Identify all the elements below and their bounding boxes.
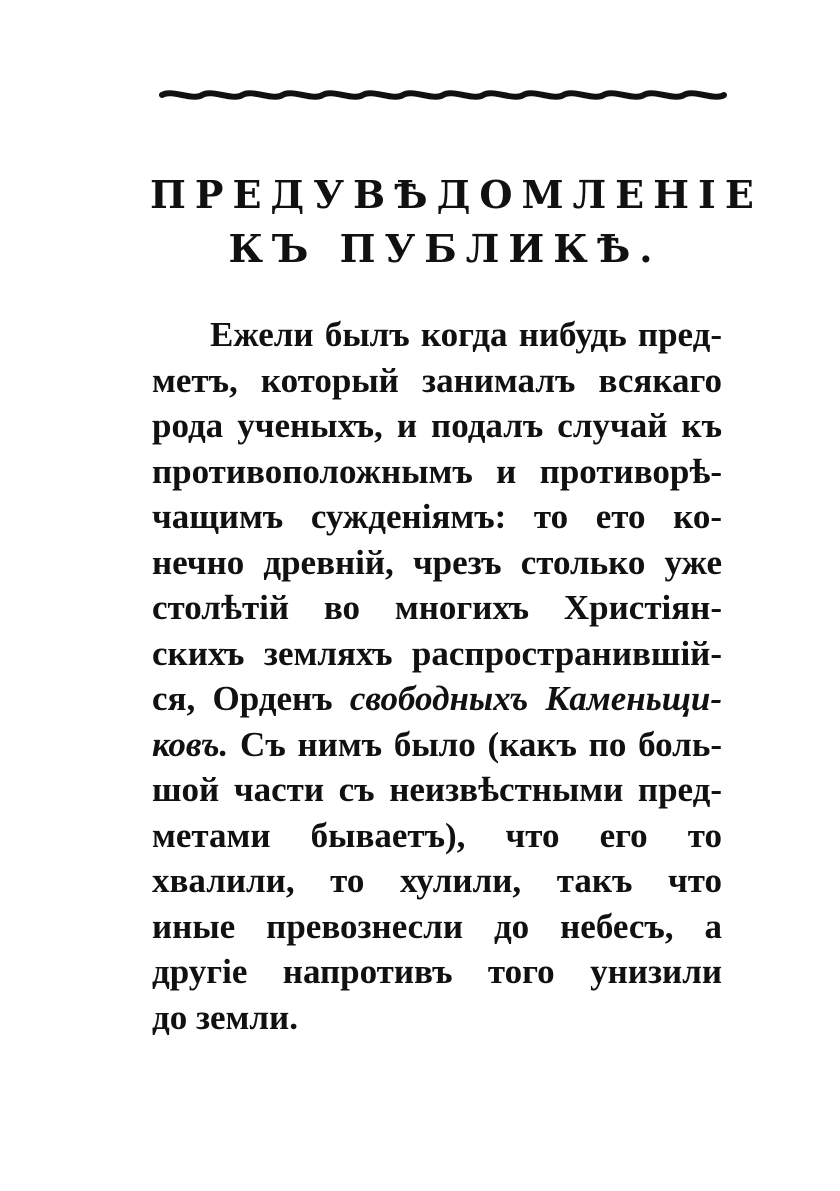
body-line: шой части съ неизвѣстными пред- bbox=[152, 770, 722, 809]
body-line: Ежели былъ когда нибудь пред- bbox=[210, 315, 722, 354]
body-line: хвалили, то хулили, такъ что bbox=[152, 861, 722, 900]
body-line bbox=[152, 722, 722, 768]
heading-line-1: ПРЕДУВѢДОМЛЕНІЕ bbox=[150, 172, 763, 217]
body-line: противоположнымъ и противорѣ- bbox=[152, 451, 722, 491]
body-line: нечно древній, чрезъ столько уже bbox=[152, 542, 722, 582]
italic-term: свободныхъ Каменьщи- bbox=[349, 679, 722, 718]
body-line: чащимъ сужденіямъ: то ето ко- bbox=[152, 497, 722, 536]
wavy-rule-ornament bbox=[158, 80, 728, 110]
body-line: скихъ земляхъ распространившій- bbox=[152, 633, 722, 673]
body-line: до земли. bbox=[152, 997, 298, 1037]
heading-line-2: КЪ ПУБЛИКѢ. bbox=[228, 226, 662, 271]
body-line: столѣтій во многихъ Христіян- bbox=[152, 588, 722, 627]
italic-term: ковъ. bbox=[152, 724, 229, 764]
body-line: метами бываетъ), что его то bbox=[152, 815, 722, 855]
body-text-segment: Съ нимъ было (какъ по боль- bbox=[228, 724, 722, 764]
body-paragraph bbox=[152, 312, 722, 1040]
body-text-segment: ся, Орденъ bbox=[152, 679, 350, 718]
body-line: другіе напротивъ того унизили bbox=[152, 952, 722, 991]
body-line: метъ, который занималъ всякаго bbox=[152, 360, 722, 400]
body-line: иные превознесли до небесъ, а bbox=[152, 906, 722, 946]
body-line bbox=[152, 676, 722, 722]
body-line: рода ученыхъ, и подалъ случай къ bbox=[152, 406, 722, 445]
